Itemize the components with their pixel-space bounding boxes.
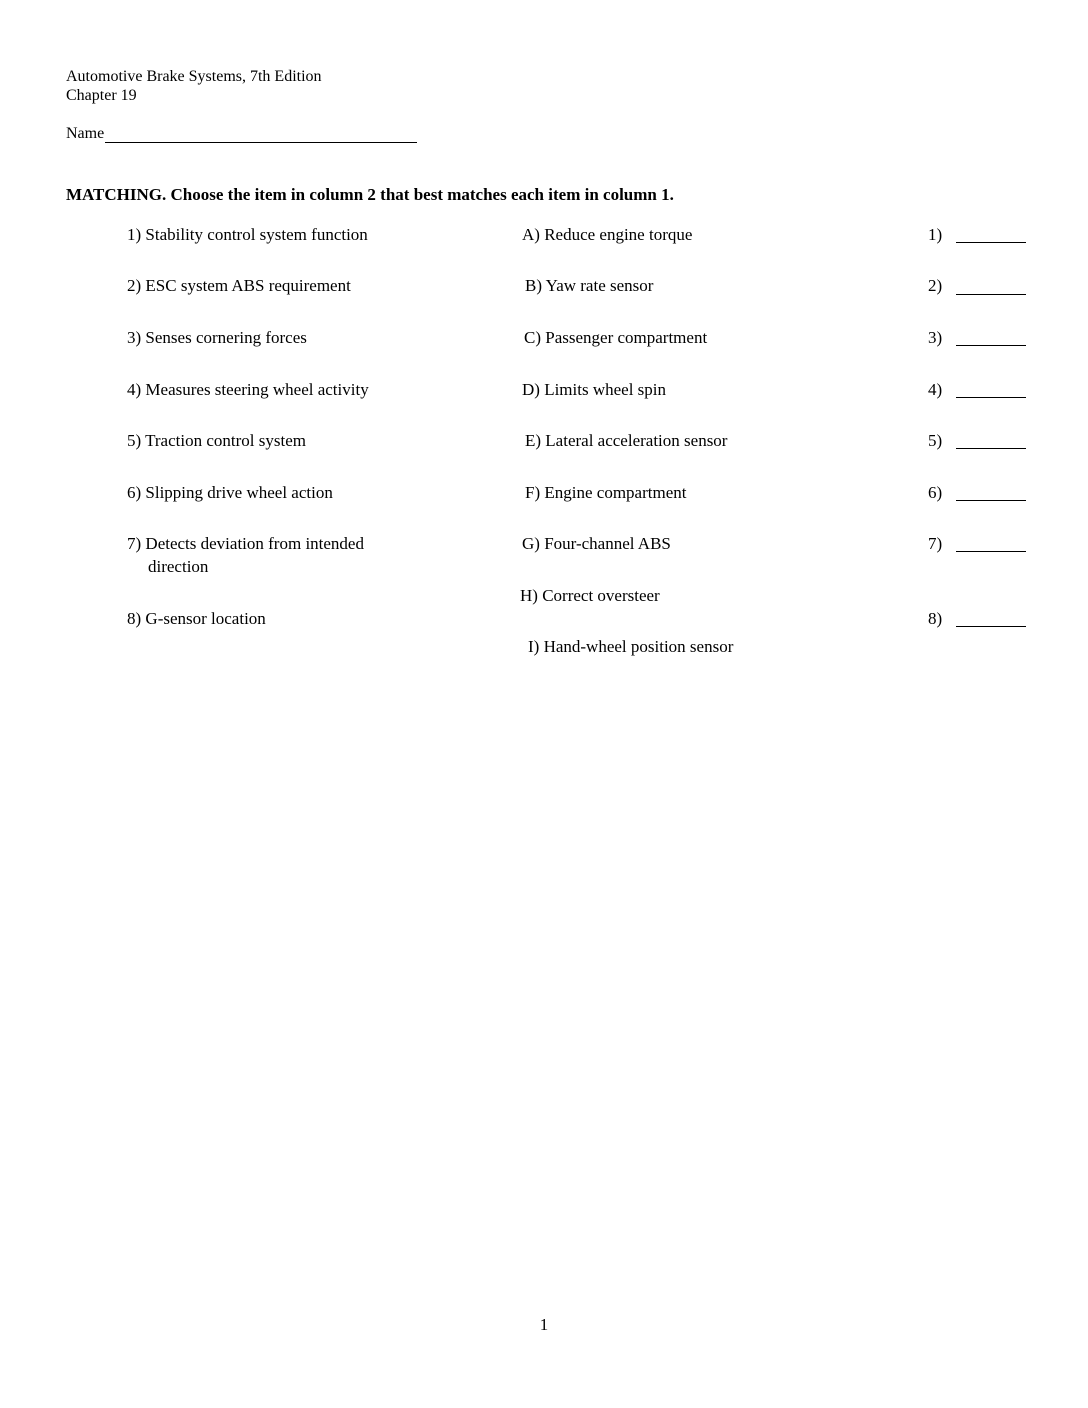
answer-label-7: 7) [928,534,943,553]
page-number: 1 [539,1315,549,1334]
column2-item-f: F) Engine compartment [525,483,687,502]
column1-item-8: 8) G-sensor location [127,609,266,628]
answer-blank-8[interactable] [956,626,1026,627]
answer-blank-4[interactable] [956,397,1026,398]
column1-item-7-line1: 7) Detects deviation from intended [127,534,364,553]
answer-label-5: 5) [928,431,943,450]
book-title: Automotive Brake Systems, 7th Edition [66,68,322,85]
instructions: MATCHING. Choose the item in column 2 that best matches each item in column 1. [66,185,674,204]
name-blank[interactable] [105,125,417,143]
answer-blank-2[interactable] [956,294,1026,295]
answer-label-3: 3) [928,328,943,347]
column1-item-7-line2: direction [148,557,209,576]
name-label: Name [66,125,105,142]
column1-item-4: 4) Measures steering wheel activity [127,380,369,399]
answer-blank-7[interactable] [956,551,1026,552]
column1-item-6: 6) Slipping drive wheel action [127,483,333,502]
column2-item-h: H) Correct oversteer [520,586,660,605]
chapter-label: Chapter 19 [66,87,137,104]
column2-item-b: B) Yaw rate sensor [525,276,654,295]
column2-item-g: G) Four-channel ABS [522,534,671,553]
column2-item-e: E) Lateral acceleration sensor [525,431,728,450]
answer-label-4: 4) [928,380,943,399]
answer-blank-3[interactable] [956,345,1026,346]
column1-item-1: 1) Stability control system function [127,225,368,244]
answer-blank-1[interactable] [956,242,1026,243]
column1-item-2: 2) ESC system ABS requirement [127,276,351,295]
column2-item-a: A) Reduce engine torque [522,225,693,244]
answer-label-2: 2) [928,276,943,295]
answer-blank-6[interactable] [956,500,1026,501]
document-header [66,67,322,105]
name-field-row [66,125,417,143]
column1-item-3: 3) Senses cornering forces [127,328,307,347]
answer-label-1: 1) [928,225,943,244]
column1-item-7 [127,532,364,578]
column2-item-d: D) Limits wheel spin [522,380,667,399]
column2-item-i: I) Hand-wheel position sensor [528,637,734,656]
column1-item-5: 5) Traction control system [127,431,306,450]
answer-blank-5[interactable] [956,448,1026,449]
answer-label-8: 8) [928,609,943,628]
column2-item-c: C) Passenger compartment [524,328,708,347]
answer-label-6: 6) [928,483,943,502]
